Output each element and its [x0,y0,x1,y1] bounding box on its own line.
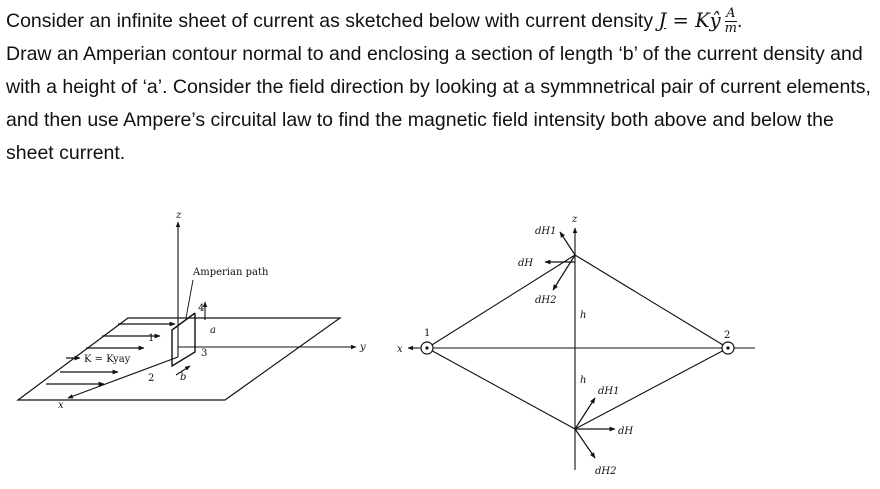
element-2-dot [726,346,729,349]
corner-4: 4 [198,303,205,314]
h-bottom-label: h [580,375,587,386]
problem-body: Draw an Amperian contour normal to and enclosing a section of length ‘b’ of the current density and with a height of ‘a’. Consider the field direction by looking at a symmnetrical pair of current elements, and then use Ampere’s circuital law to find the magnetic field intensity both above and below the sheet current. [6,43,871,164]
unit-numerator: A [726,6,736,22]
current-sheet [18,318,340,400]
amperian-pointer [186,280,193,318]
b-label: b [180,372,187,383]
dh2-top-vector [553,255,575,290]
corner-1: 1 [148,333,155,344]
eq-rest: = Kŷ [666,9,721,32]
dh2-bottom-label: dH2 [595,466,617,477]
dh2-top-label: dH2 [535,295,557,306]
dh-bottom-label: dH [618,426,634,437]
z-label-right: z [572,214,578,225]
x-label-left: x [58,400,64,411]
dh-top-label: dH [518,258,534,269]
corner-2: 2 [148,373,155,384]
a-label: a [210,325,216,336]
line-1-to-bottom [427,348,575,429]
unit-denominator: m [724,21,737,37]
z-label-left: z [176,210,182,221]
figure-right-elements [397,214,755,477]
k-label: K = Kyay [84,354,131,365]
dh1-bottom-vector [575,398,595,429]
dh1-top-vector [560,232,575,255]
eq-j: J [658,9,667,32]
dh1-bottom-label: dH1 [598,386,620,397]
line-2-to-top [575,255,731,348]
x-label-right: x [397,344,403,355]
figure-left-sheet [18,210,366,411]
y-label-left: y [360,342,366,353]
element-2-label: 2 [724,330,731,341]
corner-3: 3 [201,348,208,359]
amperian-path-label: Amperian path [193,267,269,278]
element-1-label: 1 [424,328,431,339]
line-1-period: . [737,10,743,32]
dh1-top-label: dH1 [535,226,557,237]
h-top-label: h [580,310,587,321]
element-1-dot [425,346,428,349]
dh2-bottom-vector [575,429,595,458]
problem-line-1-text: Consider an infinite sheet of current as sketched below with current density [6,10,659,32]
